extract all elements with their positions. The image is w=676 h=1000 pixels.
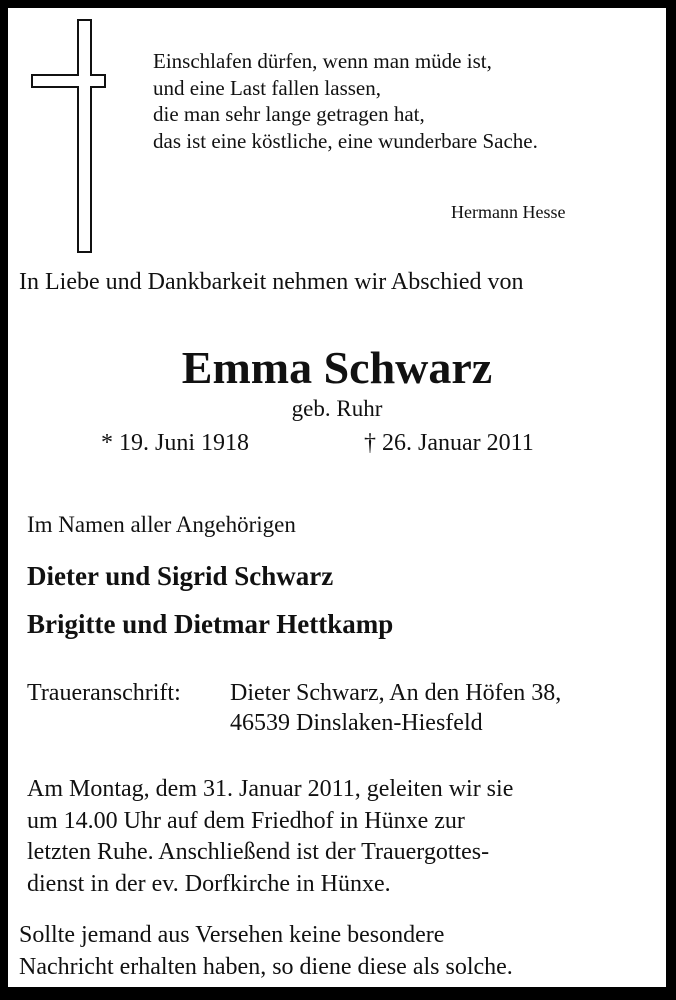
deceased-name: Emma Schwarz: [181, 342, 493, 393]
address-line: Dieter Schwarz, An den Höfen 38,: [230, 680, 562, 706]
notice-line: Sollte jemand aus Versehen keine besondere: [19, 922, 445, 948]
funeral-line: Am Montag, dem 31. Januar 2011, geleiten wir sie: [27, 776, 514, 802]
mourners-intro: Im Namen aller Angehörigen: [27, 512, 296, 537]
notice-line: Nachricht erhalten haben, so diene diese als solche.: [19, 953, 513, 980]
address-label: Traueranschrift:: [27, 680, 181, 706]
funeral-line: dienst in der ev. Dorfkirche in Hünxe.: [27, 870, 391, 897]
notification-note: [19, 920, 513, 983]
cross-icon: [31, 19, 111, 255]
maiden-name: geb. Ruhr: [291, 396, 383, 421]
birth-date: * 19. Juni 1918: [101, 430, 250, 456]
farewell-intro: In Liebe und Dankbarkeit nehmen wir Abschied von: [19, 269, 524, 295]
family-name: Dieter und Sigrid Schwarz: [27, 561, 334, 591]
funeral-line: letzten Ruhe. Anschließend ist der Trauergottes-: [27, 839, 490, 865]
funeral-line: um 14.00 Uhr auf dem Friedhof in Hünxe zur: [27, 807, 465, 834]
obituary-card: [8, 8, 666, 987]
funeral-details: [27, 774, 513, 900]
address-line: 46539 Dinslaken-Hiesfeld: [230, 710, 483, 736]
quote-line: Einschlafen dürfen, wenn man müde ist,: [153, 49, 492, 73]
quote-author: Hermann Hesse: [451, 202, 566, 222]
quote-block: [153, 48, 538, 154]
quote-line: und eine Last fallen lassen,: [153, 75, 382, 100]
quote-line: das ist eine köstliche, eine wunderbare Sache.: [153, 128, 538, 153]
quote-line: die man sehr lange getragen hat,: [153, 102, 425, 126]
family-name: Brigitte und Dietmar Hettkamp: [27, 609, 394, 639]
death-date: † 26. Januar 2011: [364, 430, 534, 456]
